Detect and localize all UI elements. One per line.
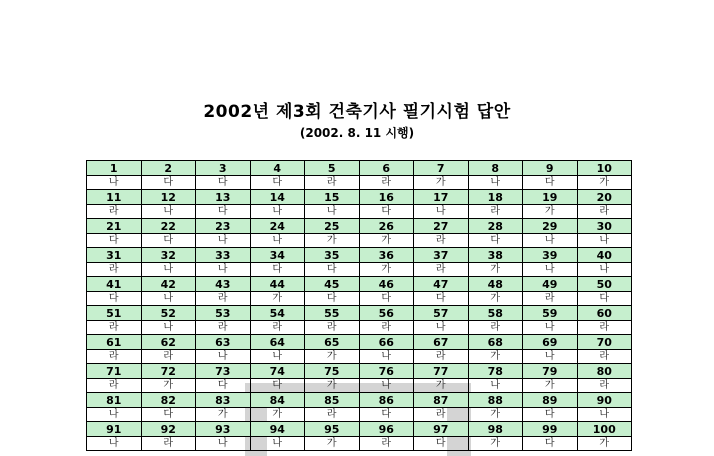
answer-cell: 가 — [250, 408, 305, 422]
exam-date-subtitle: (2002. 8. 11 시행) — [299, 126, 415, 140]
answer-cell: 다 — [196, 205, 251, 219]
question-number-cell: 55 — [305, 306, 360, 321]
question-number-row — [87, 219, 632, 234]
question-number-cell: 60 — [577, 306, 632, 321]
question-number-cell: 37 — [414, 248, 469, 263]
question-number-cell: 27 — [414, 219, 469, 234]
question-number-row — [87, 335, 632, 350]
question-number-cell: 39 — [523, 248, 578, 263]
answer-cell: 나 — [577, 234, 632, 248]
answer-cell: 라 — [577, 321, 632, 335]
question-number-cell: 51 — [87, 306, 142, 321]
question-number-cell: 56 — [359, 306, 414, 321]
question-number-cell: 59 — [523, 306, 578, 321]
question-number-cell: 28 — [468, 219, 523, 234]
question-number-cell: 13 — [196, 190, 251, 205]
question-number-cell: 62 — [141, 335, 196, 350]
question-number-cell: 66 — [359, 335, 414, 350]
answer-cell: 나 — [141, 321, 196, 335]
answer-cell: 라 — [414, 350, 469, 364]
question-number-cell: 87 — [414, 393, 469, 408]
answer-cell: 가 — [305, 234, 360, 248]
answer-cell: 라 — [141, 350, 196, 364]
question-number-cell: 7 — [414, 161, 469, 176]
question-number-cell: 2 — [141, 161, 196, 176]
answer-cell: 다 — [250, 176, 305, 190]
question-number-cell: 98 — [468, 422, 523, 437]
answer-row — [87, 321, 632, 335]
answer-cell: 다 — [196, 379, 251, 393]
question-number-cell: 78 — [468, 364, 523, 379]
question-number-cell: 3 — [196, 161, 251, 176]
question-number-cell: 8 — [468, 161, 523, 176]
answer-cell: 나 — [141, 292, 196, 306]
question-number-cell: 10 — [577, 161, 632, 176]
question-number-cell: 19 — [523, 190, 578, 205]
question-number-cell: 49 — [523, 277, 578, 292]
answer-cell: 다 — [87, 292, 142, 306]
question-number-row — [87, 190, 632, 205]
question-number-cell: 63 — [196, 335, 251, 350]
question-number-cell: 72 — [141, 364, 196, 379]
question-number-cell: 58 — [468, 306, 523, 321]
question-number-cell: 46 — [359, 277, 414, 292]
question-number-cell: 64 — [250, 335, 305, 350]
answer-cell: 나 — [196, 234, 251, 248]
answer-cell: 나 — [468, 379, 523, 393]
answer-cell: 나 — [577, 408, 632, 422]
question-number-cell: 4 — [250, 161, 305, 176]
question-number-cell: 100 — [577, 422, 632, 437]
question-number-cell: 23 — [196, 219, 251, 234]
answer-row — [87, 408, 632, 422]
answer-cell: 나 — [468, 176, 523, 190]
question-number-row — [87, 248, 632, 263]
answer-table — [86, 160, 632, 451]
question-number-cell: 81 — [87, 393, 142, 408]
answer-cell: 다 — [305, 263, 360, 277]
answer-row — [87, 379, 632, 393]
answer-cell: 나 — [359, 379, 414, 393]
answer-cell: 나 — [196, 350, 251, 364]
answer-row — [87, 437, 632, 451]
question-number-row — [87, 393, 632, 408]
question-number-cell: 96 — [359, 422, 414, 437]
question-number-cell: 68 — [468, 335, 523, 350]
answer-cell: 다 — [359, 205, 414, 219]
question-number-cell: 86 — [359, 393, 414, 408]
answer-cell: 나 — [250, 205, 305, 219]
question-number-cell: 33 — [196, 248, 251, 263]
question-number-cell: 31 — [87, 248, 142, 263]
answer-cell: 나 — [87, 437, 142, 451]
question-number-cell: 95 — [305, 422, 360, 437]
question-number-cell: 97 — [414, 422, 469, 437]
question-number-cell: 73 — [196, 364, 251, 379]
answer-cell: 라 — [87, 263, 142, 277]
answer-row — [87, 263, 632, 277]
question-number-cell: 57 — [414, 306, 469, 321]
answer-cell: 가 — [305, 437, 360, 451]
answer-cell: 라 — [87, 321, 142, 335]
answer-cell: 라 — [468, 321, 523, 335]
question-number-cell: 50 — [577, 277, 632, 292]
answer-cell: 다 — [196, 176, 251, 190]
answer-cell: 나 — [250, 350, 305, 364]
question-number-cell: 34 — [250, 248, 305, 263]
question-number-cell: 42 — [141, 277, 196, 292]
question-number-cell: 53 — [196, 306, 251, 321]
answer-cell: 다 — [250, 263, 305, 277]
answer-cell: 다 — [577, 292, 632, 306]
question-number-cell: 79 — [523, 364, 578, 379]
question-number-cell: 12 — [141, 190, 196, 205]
answer-cell: 나 — [250, 437, 305, 451]
answer-cell: 다 — [523, 408, 578, 422]
answer-cell: 라 — [305, 176, 360, 190]
answer-cell: 다 — [305, 292, 360, 306]
answer-cell: 나 — [359, 350, 414, 364]
answer-cell: 라 — [196, 292, 251, 306]
question-number-cell: 11 — [87, 190, 142, 205]
question-number-cell: 6 — [359, 161, 414, 176]
question-number-cell: 45 — [305, 277, 360, 292]
answer-cell: 나 — [87, 176, 142, 190]
answer-cell: 가 — [141, 379, 196, 393]
question-number-cell: 38 — [468, 248, 523, 263]
answer-cell: 가 — [359, 234, 414, 248]
answer-cell: 가 — [359, 263, 414, 277]
answer-row — [87, 292, 632, 306]
answer-cell: 가 — [468, 263, 523, 277]
answer-cell: 다 — [359, 292, 414, 306]
question-number-cell: 47 — [414, 277, 469, 292]
answer-cell: 라 — [141, 437, 196, 451]
question-number-cell: 99 — [523, 422, 578, 437]
question-number-cell: 29 — [523, 219, 578, 234]
question-number-cell: 52 — [141, 306, 196, 321]
question-number-cell: 48 — [468, 277, 523, 292]
question-number-cell: 16 — [359, 190, 414, 205]
answer-cell: 다 — [250, 379, 305, 393]
answer-cell: 가 — [196, 408, 251, 422]
question-number-cell: 14 — [250, 190, 305, 205]
answer-cell: 다 — [359, 408, 414, 422]
answer-cell: 라 — [359, 176, 414, 190]
answer-cell: 나 — [141, 205, 196, 219]
question-number-cell: 93 — [196, 422, 251, 437]
question-number-row — [87, 364, 632, 379]
question-number-cell: 30 — [577, 219, 632, 234]
answer-cell: 다 — [141, 176, 196, 190]
answer-cell: 라 — [87, 379, 142, 393]
question-number-cell: 41 — [87, 277, 142, 292]
question-number-cell: 5 — [305, 161, 360, 176]
answer-cell: 라 — [577, 379, 632, 393]
answer-cell: 나 — [414, 321, 469, 335]
question-number-cell: 44 — [250, 277, 305, 292]
question-number-cell: 36 — [359, 248, 414, 263]
answer-cell: 다 — [141, 234, 196, 248]
question-number-cell: 61 — [87, 335, 142, 350]
answer-cell: 나 — [141, 263, 196, 277]
answer-cell: 가 — [577, 437, 632, 451]
question-number-cell: 70 — [577, 335, 632, 350]
question-number-row — [87, 161, 632, 176]
question-number-cell: 1 — [87, 161, 142, 176]
answer-cell: 라 — [250, 321, 305, 335]
answer-table-body — [87, 161, 632, 451]
question-number-cell: 83 — [196, 393, 251, 408]
question-number-cell: 24 — [250, 219, 305, 234]
question-number-cell: 65 — [305, 335, 360, 350]
question-number-cell: 91 — [87, 422, 142, 437]
answer-cell: 나 — [523, 263, 578, 277]
question-number-cell: 25 — [305, 219, 360, 234]
answer-cell: 가 — [250, 292, 305, 306]
answer-cell: 나 — [414, 205, 469, 219]
question-number-cell: 54 — [250, 306, 305, 321]
answer-row — [87, 205, 632, 219]
question-number-cell: 90 — [577, 393, 632, 408]
answer-row — [87, 234, 632, 248]
answer-cell: 나 — [523, 321, 578, 335]
answer-cell: 가 — [468, 437, 523, 451]
question-number-cell: 21 — [87, 219, 142, 234]
answer-cell: 라 — [87, 205, 142, 219]
answer-row — [87, 350, 632, 364]
question-number-cell: 22 — [141, 219, 196, 234]
question-number-cell: 92 — [141, 422, 196, 437]
question-number-cell: 67 — [414, 335, 469, 350]
question-number-cell: 35 — [305, 248, 360, 263]
question-number-cell: 43 — [196, 277, 251, 292]
answer-cell: 가 — [468, 292, 523, 306]
answer-cell: 라 — [468, 205, 523, 219]
question-number-cell: 69 — [523, 335, 578, 350]
answer-cell: 나 — [577, 263, 632, 277]
answer-cell: 가 — [523, 205, 578, 219]
answer-cell: 라 — [577, 350, 632, 364]
question-number-cell: 20 — [577, 190, 632, 205]
question-number-cell: 32 — [141, 248, 196, 263]
answer-cell: 라 — [414, 234, 469, 248]
answer-cell: 가 — [577, 176, 632, 190]
question-number-cell: 15 — [305, 190, 360, 205]
question-number-cell: 84 — [250, 393, 305, 408]
answer-cell: 나 — [523, 350, 578, 364]
answer-cell: 가 — [468, 350, 523, 364]
answer-cell: 라 — [196, 321, 251, 335]
answer-cell: 라 — [359, 321, 414, 335]
question-number-cell: 71 — [87, 364, 142, 379]
question-number-row — [87, 422, 632, 437]
question-number-cell: 85 — [305, 393, 360, 408]
answer-cell: 라 — [577, 205, 632, 219]
answer-cell: 라 — [414, 263, 469, 277]
answer-row — [87, 176, 632, 190]
answer-cell: 다 — [523, 176, 578, 190]
answer-cell: 라 — [414, 408, 469, 422]
answer-cell: 나 — [250, 234, 305, 248]
answer-cell: 가 — [305, 379, 360, 393]
answer-cell: 다 — [468, 234, 523, 248]
answer-cell: 가 — [414, 176, 469, 190]
question-number-cell: 89 — [523, 393, 578, 408]
question-number-cell: 9 — [523, 161, 578, 176]
question-number-cell: 74 — [250, 364, 305, 379]
answer-cell: 가 — [305, 350, 360, 364]
answer-cell: 가 — [523, 379, 578, 393]
answer-cell: 다 — [141, 408, 196, 422]
answer-cell: 가 — [414, 379, 469, 393]
answer-cell: 다 — [414, 292, 469, 306]
answer-cell: 다 — [414, 437, 469, 451]
question-number-row — [87, 277, 632, 292]
answer-cell: 가 — [468, 408, 523, 422]
answer-cell: 나 — [196, 437, 251, 451]
answer-cell: 라 — [359, 437, 414, 451]
question-number-cell: 26 — [359, 219, 414, 234]
answer-cell: 다 — [523, 437, 578, 451]
question-number-cell: 94 — [250, 422, 305, 437]
answer-cell: 라 — [305, 408, 360, 422]
answer-cell: 나 — [87, 408, 142, 422]
question-number-cell: 76 — [359, 364, 414, 379]
question-number-cell: 80 — [577, 364, 632, 379]
question-number-cell: 17 — [414, 190, 469, 205]
question-number-cell: 77 — [414, 364, 469, 379]
question-number-cell: 88 — [468, 393, 523, 408]
question-number-cell: 82 — [141, 393, 196, 408]
answer-cell: 라 — [305, 321, 360, 335]
question-number-cell: 18 — [468, 190, 523, 205]
question-number-cell: 40 — [577, 248, 632, 263]
answer-cell: 나 — [523, 234, 578, 248]
answer-cell: 나 — [196, 263, 251, 277]
question-number-cell: 75 — [305, 364, 360, 379]
answer-cell: 다 — [87, 234, 142, 248]
page-title: 2002년 제3회 건축기사 필기시험 답안 — [203, 102, 511, 122]
answer-cell: 라 — [523, 292, 578, 306]
answer-cell: 나 — [305, 205, 360, 219]
question-number-row — [87, 306, 632, 321]
answer-cell: 라 — [87, 350, 142, 364]
